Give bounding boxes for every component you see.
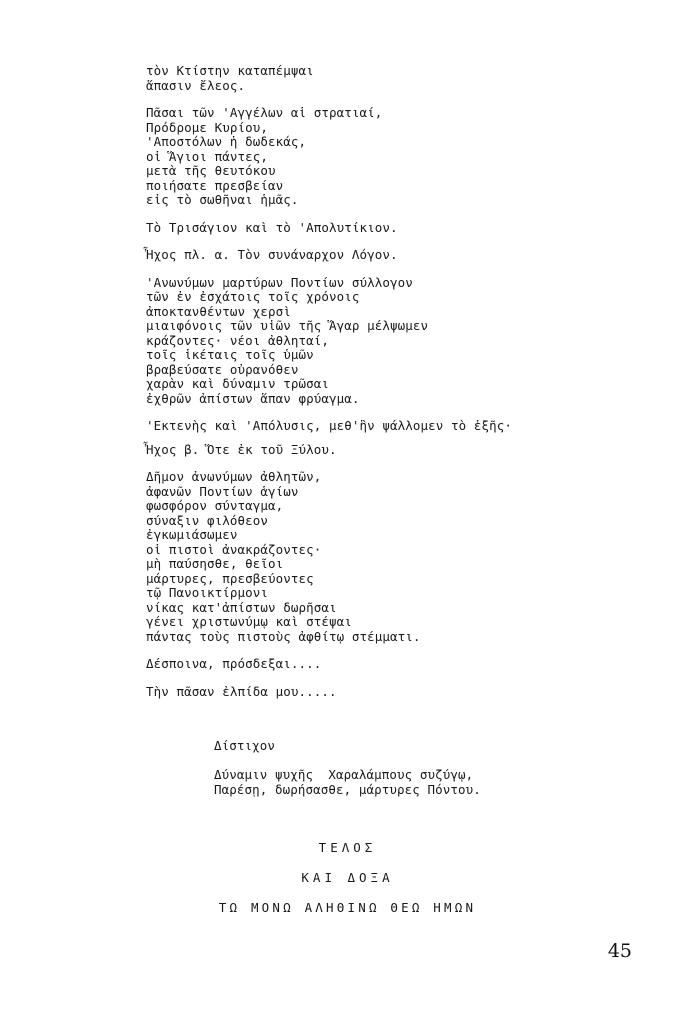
text-line: φωσφόρον σύνταγμα, [146,498,284,513]
text-line: κράζοντες· νέοι ἀθληταί, [146,332,330,348]
distichon-line: Παρέσῃ, δωρήσασθε, μάρτυρες Πόντου. [214,781,481,797]
end-line-2: ΚΑΙ ΔΟΞΑ [301,870,394,885]
text-line: χαρὰν καὶ δύναμιν τρῶσαι [146,376,330,391]
text-line: ἅπασιν ἔλεος. [146,77,246,93]
text-line: μετὰ τῆς θευτόκου [146,163,276,178]
text-line: Πᾶσαι τῶν 'Αγγέλων αἱ στρατιαί, [146,105,383,120]
text-line: τῶν ἐν ἐσχάτοις τοῖς χρόνοις [146,289,360,304]
text-line: οἱ πιστοὶ ἀνακράζοντες· [146,541,322,557]
text-line: Δῆμον ἀνωνύμων ἀθλητῶν, [146,469,322,484]
text-line: γένει χριστωνύμῳ καὶ στέψαι [146,614,352,629]
text-line: πάντας τοὺς πιστοὺς ἀφθίτῳ στέμματι. [146,628,421,644]
text-line: σύναξιν φιλόθεον [146,512,269,528]
section-heading: 'Εκτενὴς καὶ 'Απόλυσις, μεθ'ἣν ψάλλομεν τὸ ἑξῆς· [146,418,513,433]
text-line: μὴ παύσησθε, θεῖοι [146,556,284,571]
distichon-verse [214,768,481,797]
distichon-title: Δίστιχον [214,738,276,753]
text-line: Τὴν πᾶσαν ἐλπίδα μου..... [146,683,337,699]
text-line: ποιήσατε πρεσβείαν [146,177,284,193]
text-line: ἀφανῶν Ποντίων ἁγίων [146,483,299,499]
text-line: ἀποκτανθέντων χερσὶ [146,303,291,319]
text-line: 'Αποστόλων ἡ δωδεκάς, [146,134,307,149]
text-line: νίκας κατ'ἀπίστων δωρῆσαι [146,599,337,615]
text-line: Πρόδρομε Κυρίου, [146,119,269,135]
text-line: Δέσποινα, πρόσδεξαι.... [146,656,322,671]
mode-line: Ἦχος β. Ὅτε ἐκ τοῦ Ξύλου. [146,441,337,457]
mode-line: Ἦχος πλ. α. Τὸν συνάναρχον Λόγον. [146,247,398,262]
text-line: τὸν Κτίστην καταπέμψαι [146,63,314,78]
text-line: τοῖς ἱκέταις τοῖς ὑμῶν [146,347,314,362]
end-line-3: ΤΩ ΜΟΝΩ ΑΛΗΘΙΝΩ ΘΕΩ ΗΜΩΝ [218,900,477,915]
end-title: ΤΕΛΟΣ [318,840,377,855]
text-line: εἰς τὸ σωθῆναι ἡμᾶς. [146,192,299,207]
text-line: ἐγκωμιάσωμεν [146,527,238,542]
text-line: οἱ Ἅγιοι πάντες, [146,148,269,164]
distichon-title-block [214,739,275,754]
text-line: ἐχθρῶν ἀπίστων ἅπαν φρύαγμα. [146,390,360,406]
text-line: βραβεύσατε οὐρανόθεν [146,361,299,377]
text-line: 'Ανωνύμων μαρτύρων Ποντίων σύλλογον [146,274,413,290]
main-text [146,64,666,699]
text-line: μιαιφόνοις τῶν υἱῶν τῆς Ἅγαρ μέλψωμεν [146,318,429,333]
page-number: 45 [607,940,632,962]
text-line: μάρτυρες, πρεσβεύοντες [146,570,314,586]
distichon-line: Δύναμιν ψυχῆς Χαραλάμπους συζύγῳ, [214,767,474,782]
section-heading: Τὸ Τρισάγιον καὶ τὸ 'Απολυτίκιον. [146,219,398,235]
text-line: τῷ Πανοικτίρμονι [146,585,269,600]
